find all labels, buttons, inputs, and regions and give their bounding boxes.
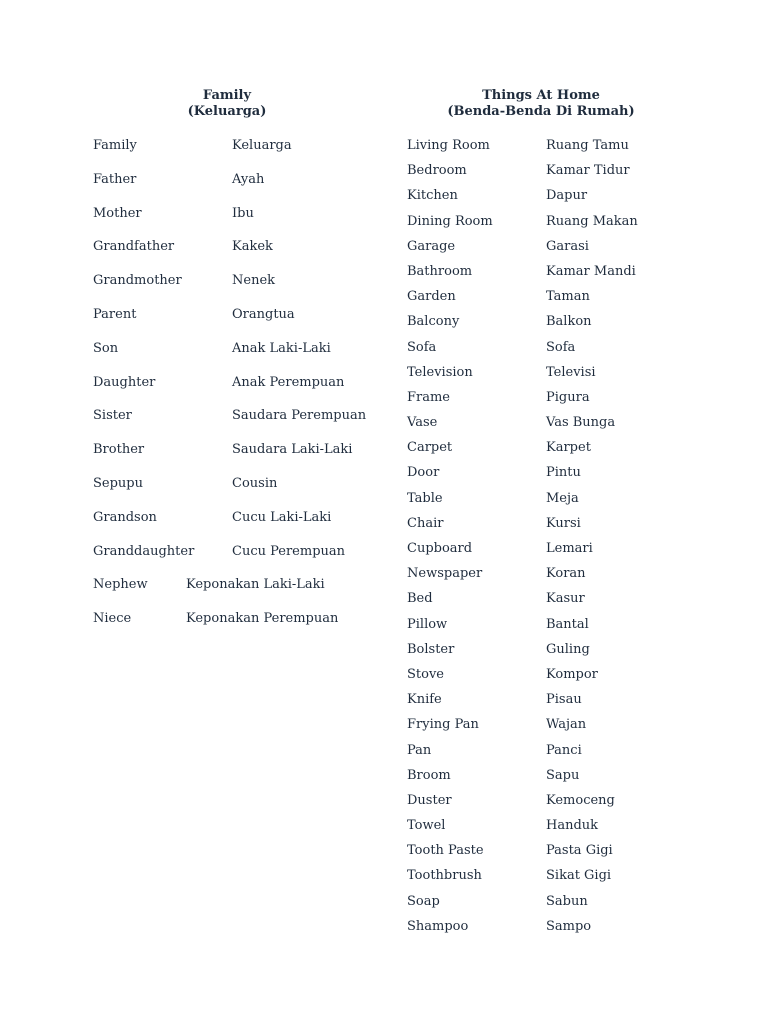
english-word: Sepupu: [93, 475, 143, 491]
indonesian-word: Ayah: [232, 171, 265, 187]
indonesian-word: Balkon: [546, 314, 592, 330]
english-word: Frying Pan: [407, 717, 479, 733]
list-item: [407, 163, 707, 188]
indonesian-word: Saudara Laki-Laki: [232, 442, 353, 458]
english-word: Sofa: [407, 339, 437, 355]
english-word: Granddaughter: [93, 543, 195, 559]
indonesian-word: Anak Laki-Laki: [232, 340, 331, 356]
indonesian-word: Koran: [546, 566, 586, 582]
english-word: Chair: [407, 515, 444, 531]
list-item: [93, 239, 383, 273]
family-vocabulary-list: [93, 138, 383, 645]
indonesian-word: Kamar Tidur: [546, 163, 630, 179]
english-word: Table: [407, 490, 443, 506]
indonesian-word: Keluarga: [232, 138, 292, 153]
list-item: [407, 491, 707, 516]
list-item: [93, 273, 383, 307]
list-item: [407, 516, 707, 541]
list-item: [407, 642, 707, 667]
indonesian-word: Pisau: [546, 692, 582, 708]
indonesian-word: Karpet: [546, 440, 591, 456]
family-heading: [127, 88, 327, 120]
list-item: [407, 843, 707, 868]
list-item: [407, 214, 707, 239]
indonesian-word: Pintu: [546, 465, 581, 481]
list-item: [407, 919, 707, 944]
english-word: Father: [93, 171, 137, 187]
english-word: Knife: [407, 692, 442, 708]
english-word: Garage: [407, 238, 456, 254]
list-item: [407, 314, 707, 339]
english-word: Family: [93, 138, 137, 153]
english-word: Cupboard: [407, 541, 473, 556]
indonesian-word: Anak Perempuan: [232, 374, 345, 390]
english-word: Soap: [407, 893, 440, 909]
indonesian-word: Pigura: [546, 389, 590, 405]
list-item: [407, 743, 707, 768]
english-word: Bathroom: [407, 263, 473, 279]
english-word: Vase: [407, 415, 438, 431]
list-item: [93, 611, 383, 645]
english-word: Shampoo: [407, 918, 469, 934]
list-item: [407, 440, 707, 465]
indonesian-word: Handuk: [546, 818, 599, 834]
list-item: [93, 375, 383, 409]
list-item: [407, 188, 707, 213]
indonesian-word: Saudara Perempuan: [232, 408, 367, 424]
english-word: Tooth Paste: [407, 843, 484, 859]
indonesian-word: Wajan: [546, 717, 587, 733]
list-item: [407, 768, 707, 793]
indonesian-word: Dapur: [546, 188, 588, 204]
indonesian-word: Keponakan Laki-Laki: [186, 577, 325, 593]
list-item: [93, 510, 383, 544]
list-item: [93, 138, 383, 172]
english-word: Newspaper: [407, 566, 483, 582]
english-word: Door: [407, 465, 440, 481]
list-item: [407, 868, 707, 893]
english-word: Stove: [407, 666, 444, 682]
indonesian-word: Televisi: [546, 364, 596, 380]
list-item: [407, 415, 707, 440]
english-word: Grandmother: [93, 273, 182, 289]
home-subtitle: (Benda-Benda Di Rumah): [447, 104, 635, 119]
list-item: [93, 172, 383, 206]
indonesian-word: Kasur: [546, 591, 585, 607]
indonesian-word: Kamar Mandi: [546, 263, 636, 279]
list-item: [93, 341, 383, 375]
english-word: Dining Room: [407, 213, 493, 229]
english-word: Mother: [93, 205, 142, 221]
english-word: Sister: [93, 408, 132, 424]
list-item: [93, 206, 383, 240]
english-word: Kitchen: [407, 188, 458, 204]
indonesian-word: Sapu: [546, 767, 580, 783]
list-item: [407, 591, 707, 616]
english-word: Broom: [407, 767, 451, 783]
english-word: Brother: [93, 442, 145, 458]
list-item: [93, 408, 383, 442]
indonesian-word: Kursi: [546, 515, 581, 531]
english-word: Carpet: [407, 440, 453, 456]
english-word: Garden: [407, 289, 456, 305]
list-item: [407, 264, 707, 289]
english-word: Parent: [93, 306, 137, 322]
english-word: Grandson: [93, 509, 157, 525]
indonesian-word: Nenek: [232, 273, 276, 289]
english-word: Television: [407, 364, 473, 380]
english-word: Living Room: [407, 138, 490, 153]
indonesian-word: Pasta Gigi: [546, 843, 613, 859]
indonesian-word: Ruang Makan: [546, 213, 638, 229]
indonesian-word: Keponakan Perempuan: [186, 611, 339, 627]
list-item: [407, 667, 707, 692]
indonesian-word: Orangtua: [232, 306, 295, 322]
list-item: [407, 138, 707, 163]
english-word: Toothbrush: [407, 868, 482, 884]
english-word: Pillow: [407, 616, 448, 632]
list-item: [407, 566, 707, 591]
list-item: [93, 307, 383, 341]
english-word: Nephew: [93, 577, 148, 593]
indonesian-word: Sabun: [546, 893, 588, 909]
list-item: [407, 617, 707, 642]
indonesian-word: Kakek: [232, 239, 273, 255]
english-word: Son: [93, 340, 119, 356]
list-item: [93, 442, 383, 476]
indonesian-word: Cucu Perempuan: [232, 543, 346, 559]
list-item: [407, 340, 707, 365]
list-item: [407, 793, 707, 818]
list-item: [93, 577, 383, 611]
indonesian-word: Lemari: [546, 541, 593, 556]
indonesian-word: Panci: [546, 742, 582, 758]
indonesian-word: Sikat Gigi: [546, 868, 612, 884]
list-item: [407, 894, 707, 919]
list-item: [407, 465, 707, 490]
indonesian-word: Kemoceng: [546, 792, 615, 808]
home-vocabulary-list: [407, 138, 707, 944]
family-title: Family: [202, 88, 252, 103]
english-word: Bedroom: [407, 163, 467, 179]
english-word: Duster: [407, 792, 452, 808]
english-word: Grandfather: [93, 239, 175, 255]
list-item: [407, 289, 707, 314]
english-word: Towel: [407, 818, 446, 834]
list-item: [93, 544, 383, 578]
indonesian-word: Garasi: [546, 238, 589, 254]
indonesian-word: Meja: [546, 490, 579, 506]
indonesian-word: Ruang Tamu: [546, 138, 629, 153]
list-item: [407, 365, 707, 390]
english-word: Bolster: [407, 641, 455, 657]
indonesian-word: Bantal: [546, 616, 589, 632]
indonesian-word: Cousin: [232, 475, 278, 491]
indonesian-word: Vas Bunga: [546, 415, 616, 431]
home-heading: [421, 88, 661, 120]
english-word: Bed: [407, 591, 433, 607]
indonesian-word: Guling: [546, 641, 590, 657]
indonesian-word: Ibu: [232, 205, 254, 221]
english-word: Niece: [93, 611, 132, 627]
english-word: Frame: [407, 389, 451, 405]
home-title: Things At Home: [482, 88, 600, 103]
indonesian-word: Kompor: [546, 666, 598, 682]
indonesian-word: Sampo: [546, 918, 592, 934]
english-word: Balcony: [407, 314, 460, 330]
family-subtitle: (Keluarga): [187, 104, 267, 119]
english-word: Daughter: [93, 374, 156, 390]
list-item: [407, 239, 707, 264]
list-item: [93, 476, 383, 510]
indonesian-word: Taman: [546, 289, 590, 305]
indonesian-word: Cucu Laki-Laki: [232, 509, 332, 525]
list-item: [407, 692, 707, 717]
indonesian-word: Sofa: [546, 339, 576, 355]
list-item: [407, 818, 707, 843]
list-item: [407, 390, 707, 415]
list-item: [407, 717, 707, 742]
english-word: Pan: [407, 742, 432, 758]
list-item: [407, 541, 707, 566]
